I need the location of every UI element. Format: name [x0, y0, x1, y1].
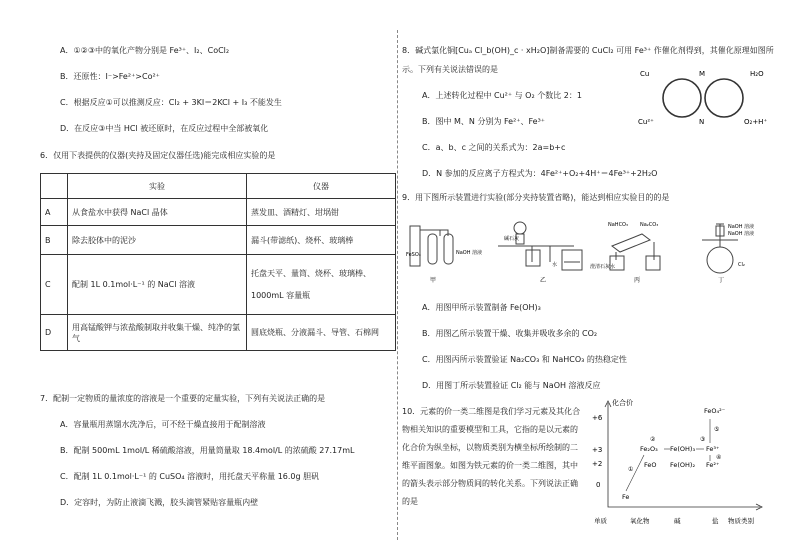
label-cu2: Cu²⁺: [638, 118, 654, 126]
apparatus-ding: [702, 223, 754, 284]
label-shihuishi: 碱石灰: [504, 236, 520, 242]
row-label: B: [41, 226, 68, 255]
q9-option-a: A．用图甲所示装置制备 Fe(OH)₃: [422, 303, 541, 312]
q9-option-d: D．用图丁所示装置验证 Cl₂ 能与 NaOH 溶液反应: [422, 381, 601, 390]
q10-line-2: 物相关知识的重要模型和工具，它指的是以元素的: [402, 425, 578, 434]
label-naoh-3: NaOH 溶液: [728, 231, 755, 237]
table-row: [41, 226, 396, 255]
q5-option-c: C．根据反应①可以推测反应：Cl₂ + 3KI＝2KCl + I₃ 不能发生: [60, 98, 282, 107]
q9-option-c: C．用图丙所示装置验证 Na₂CO₃ 和 NaHCO₃ 的热稳定性: [422, 355, 627, 364]
cycle-left-circle: [663, 79, 701, 117]
apparatus-figures: [402, 216, 774, 286]
label-bing: 丙: [634, 277, 641, 284]
ytick: +2: [592, 460, 603, 468]
cycle-right-circle: [705, 79, 743, 117]
q8-option-b: B．图中 M、N 分别为 Fe²⁺、Fe³⁺: [422, 117, 546, 126]
q7-stem: 7．配制一定物质的量浓度的溶液是一个重要的定量实验，下列有关说法正确的是: [40, 394, 326, 403]
label-nahco3: NaHCO₃: [608, 222, 628, 228]
q6-header-label: [41, 174, 68, 199]
row-instruments: 漏斗(带滤纸)、烧杯、玻璃棒: [247, 226, 396, 255]
xtick: 氧化物: [630, 517, 650, 525]
label-cl2: Cl₂: [738, 262, 745, 268]
q7-option-c: C．配制 1L 0.1mol·L⁻¹ 的 CuSO₄ 溶液时，用托盘天平称量 16.0g 胆矾: [60, 472, 320, 481]
label-naoh-1: NaOH 溶液: [456, 250, 483, 256]
species-feoh2: Fe(OH)₂: [670, 461, 696, 469]
species-fe2: Fe²⁺: [706, 461, 720, 469]
q8-option-d: D．N 参加的反应离子方程式为：4Fe²⁺+O₂+4H⁺＝4Fe³⁺+2H₂O: [422, 169, 658, 178]
species-feoh3: Fe(OH)₃: [670, 445, 696, 453]
label-cu: Cu: [640, 70, 650, 78]
label-h2o: H₂O: [750, 70, 764, 78]
column-divider: [397, 30, 398, 540]
label-na2co3: Na₂CO₃: [640, 222, 659, 228]
valence-class-chart: [588, 395, 772, 545]
species-fe2o3: Fe₂O₃: [640, 445, 658, 453]
q10-line-1: 10．元素的价一类二维图是我们学习元素及其化合: [402, 407, 581, 416]
xtick: 碱: [674, 517, 681, 525]
xtick: 物质类别: [728, 517, 754, 525]
row-experiment: 从食盐水中获得 NaCl 晶体: [68, 199, 247, 226]
mark-2: ②: [650, 436, 656, 443]
row-instruments: 蒸发皿、酒精灯、坩埚钳: [247, 199, 396, 226]
instrument-line: 1000mL 容量瓶: [251, 290, 311, 300]
row-experiment: 除去胶体中的泥沙: [68, 226, 247, 255]
instrument-line: 托盘天平、量筒、烧杯、玻璃棒、: [251, 268, 371, 278]
q8-option-c: C．a、b、c 之间的关系式为：2a=b+c: [422, 143, 566, 152]
row-label: D: [41, 315, 68, 351]
arrow-1: [626, 455, 644, 491]
row-instruments: 圆底烧瓶、分液漏斗、导管、石棉网: [247, 315, 396, 351]
q5-option-a: A．①②③中的氧化产物分别是 Fe³⁺、I₂、CoCl₂: [60, 46, 230, 55]
q7-option-d: D．定容时，为防止液滴飞溅，胶头滴管紧贴容量瓶内壁: [60, 498, 259, 507]
label-feso4: FeSO₄: [406, 252, 421, 258]
row-experiment: 用高锰酸钾与浓盐酸制取并收集干燥、纯净的氯气: [68, 315, 247, 351]
mark-5: ⑤: [714, 426, 720, 433]
q9-option-b: B．用图乙所示装置干燥、收集并吸收多余的 CO₂: [422, 329, 598, 338]
table-row: [41, 315, 396, 351]
q8-stem-line-1: 8．碱式氯化铜[Cuₐ Cl_b(OH)_c · xH₂O]制备需要的 CuCl₂ 可用 Fe³⁺ 作催化剂得到，其催化原理如图所: [402, 46, 774, 55]
q10-line-3: 化合价为纵坐标，以物质类别为横坐标所绘制的二: [402, 443, 578, 452]
q5-option-d: D．在反应③中当 HCl 被还原时，在反应过程中全部被氧化: [60, 124, 269, 133]
xtick: 盐: [712, 517, 719, 525]
species-fe3: Fe³⁺: [706, 445, 720, 453]
species-feo: FeO: [644, 461, 657, 469]
q6-header-experiment: 实验: [68, 174, 247, 199]
species-feo4: FeO₄²⁻: [704, 407, 726, 415]
row-label: C: [41, 255, 68, 315]
q6-stem: 6．仅用下表提供的仪器(夹持及固定仪器任选)能完成相应实验的是: [40, 151, 276, 160]
apparatus-yi: [498, 222, 582, 284]
q10-line-6: 的是: [402, 497, 418, 506]
row-experiment: 配制 1L 0.1mol·L⁻¹ 的 NaCl 溶液: [68, 255, 247, 315]
chart-axes: [608, 403, 760, 507]
apparatus-jia: [406, 226, 482, 284]
q7-option-a: A．容量瓶用蒸馏水洗净后，可不经干燥直接用于配制溶液: [60, 420, 266, 429]
ytick: +6: [592, 414, 603, 422]
q6-table-header: [41, 174, 396, 199]
label-yi: 乙: [540, 277, 547, 284]
q9-stem: 9．用下图所示装置进行实验(部分夹持装置省略)，能达到相应实验目的的是: [402, 193, 670, 202]
q10-line-5: 的箭头表示部分物质间的转化关系。下列说法正确: [402, 479, 578, 488]
species-fe: Fe: [622, 493, 630, 501]
label-m: M: [699, 70, 706, 78]
catalytic-cycle-figure: [638, 64, 774, 128]
q5-option-b: B．还原性：I⁻>Fe²⁺>Co²⁺: [60, 72, 160, 81]
q8-stem-line-2: 示。下列有关说法错误的是: [402, 65, 498, 74]
label-water: 水: [552, 262, 558, 268]
q7-option-b: B．配制 500mL 1mol/L 稀硫酸溶液，用量筒量取 18.4mol/L 的浓硫酸 27.17mL: [60, 446, 355, 455]
apparatus-bing: [590, 222, 660, 284]
label-naoh-2: NaOH 溶液: [728, 224, 755, 230]
mark-1: ①: [628, 466, 634, 473]
mark-3: ③: [700, 436, 706, 443]
table-row: [41, 255, 396, 315]
q6-table: [40, 173, 396, 351]
q8-option-a: A．上述转化过程中 Cu²⁺ 与 O₂ 个数比 2：1: [422, 91, 582, 100]
label-n: N: [699, 118, 705, 126]
mark-4: ④: [716, 454, 722, 461]
q6-header-instruments: 仪器: [247, 174, 396, 199]
xtick: 单质: [594, 517, 607, 525]
label-ding: 丁: [718, 277, 725, 284]
ytick: +3: [592, 446, 603, 454]
chart-ylabel: 化合价: [612, 399, 633, 407]
label-limewater: 澄清石灰水: [590, 264, 616, 270]
label-jia: 甲: [430, 277, 437, 284]
label-o2h: O₂+H⁺: [744, 118, 768, 126]
q10-line-4: 维平面图象。如图为铁元素的价一类二维图，其中: [402, 461, 578, 470]
row-instruments: [247, 255, 396, 315]
ytick: 0: [596, 481, 601, 489]
table-row: [41, 199, 396, 226]
row-label: A: [41, 199, 68, 226]
